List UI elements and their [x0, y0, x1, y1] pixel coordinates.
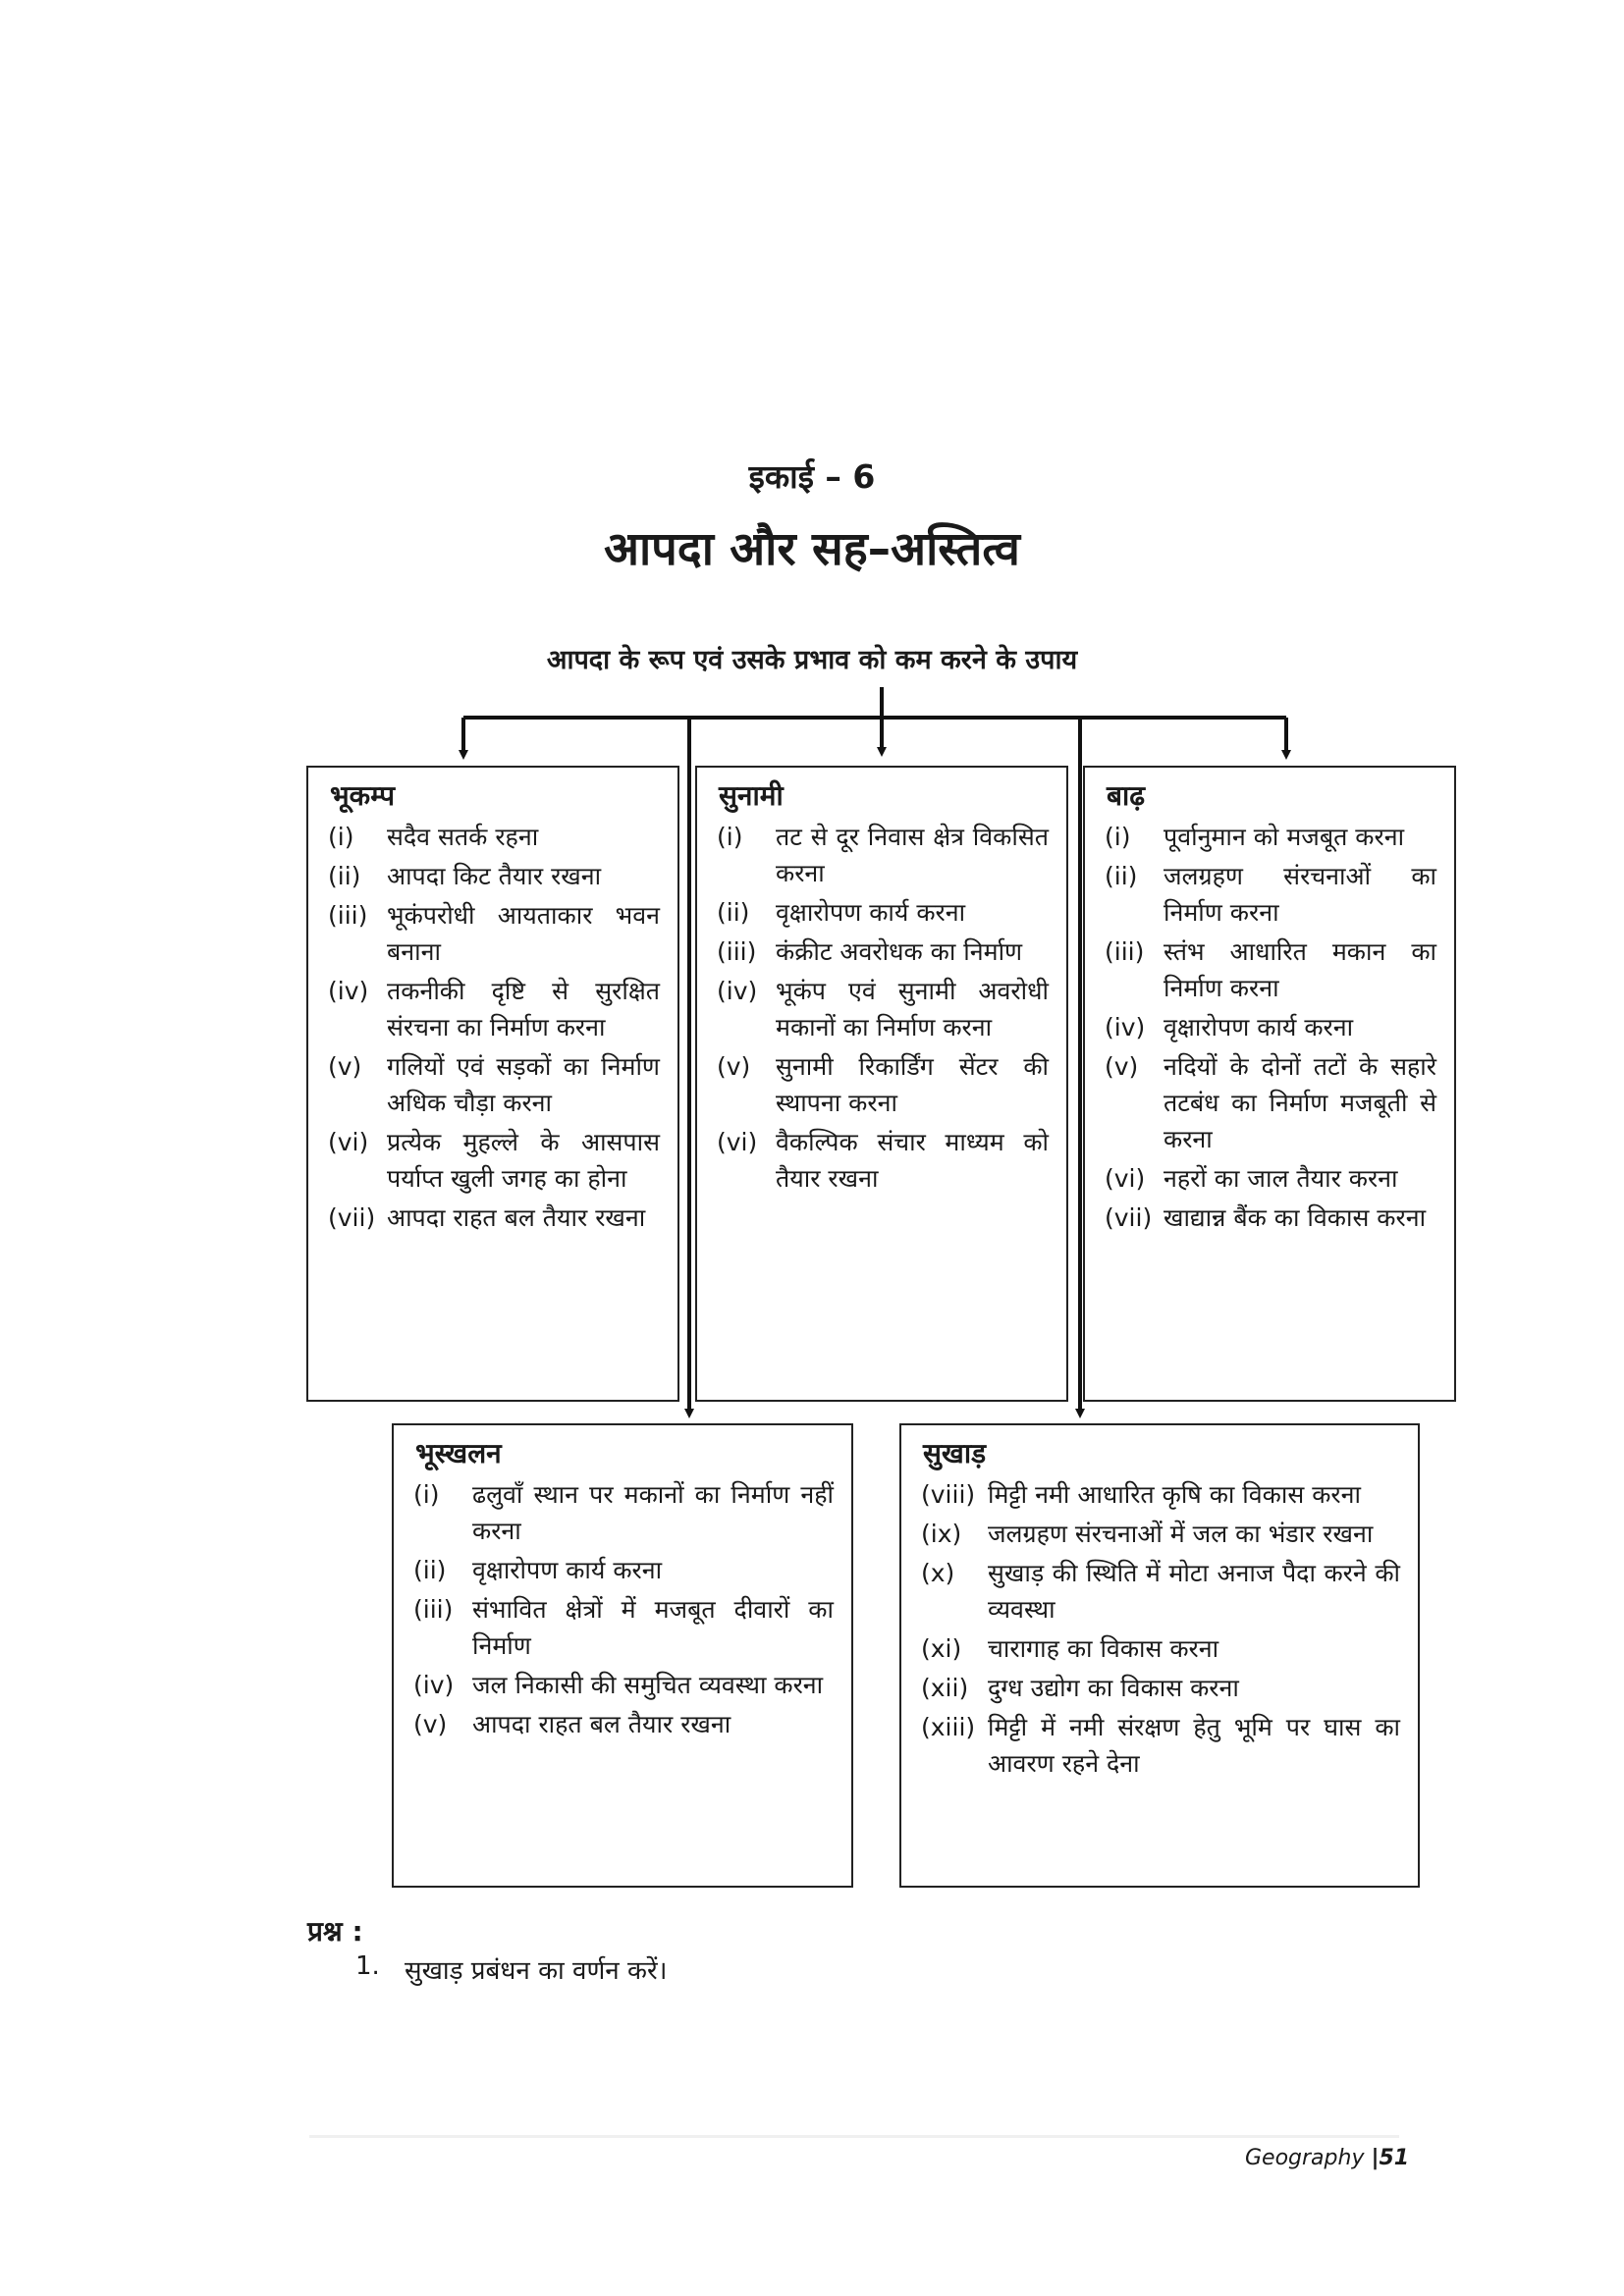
item-text: प्रत्येक मुहल्ले के आसपास पर्याप्त खुली जगह का होना [387, 1128, 660, 1193]
item-text: नदियों के दोनों तटों के सहारे तटबंध का निर्माण मजबूती से करना [1164, 1052, 1436, 1153]
item-number: (v) [1105, 1052, 1139, 1081]
list-item [1105, 1160, 1436, 1197]
item-number: (vii) [328, 1203, 376, 1232]
item-number: (i) [717, 823, 743, 851]
list-item [1105, 1009, 1436, 1045]
item-text: तकनीकी दृष्टि से सुरक्षित संरचना का निर्माण करना [387, 977, 660, 1041]
list-item [717, 819, 1049, 891]
list-item [717, 973, 1049, 1045]
item-text: आपदा किट तैयार रखना [387, 862, 602, 890]
list-item [413, 1591, 834, 1664]
item-text: भूकंप एवं सुनामी अवरोधी मकानों का निर्माण करना [776, 977, 1049, 1041]
list-item [921, 1670, 1400, 1706]
item-number: (iv) [328, 977, 369, 1005]
item-number: (vii) [1105, 1203, 1153, 1232]
item-number: (vi) [1105, 1164, 1146, 1193]
item-text: वृक्षारोपण कार्य करना [1164, 1013, 1354, 1041]
item-number: (xi) [921, 1634, 962, 1663]
item-number: (vi) [328, 1128, 369, 1156]
item-text: मिट्टी में नमी संरक्षण हेतु भूमि पर घास का आवरण रहने देना [988, 1713, 1400, 1778]
diagram-subtitle: आपदा के रूप एवं उसके प्रभाव को कम करने के उपाय [546, 645, 1078, 675]
question-text: सुखाड़ प्रबंधन का वर्णन करें। [405, 1956, 668, 1986]
item-number: (i) [1105, 823, 1131, 851]
footer-page-number: |51 [1371, 2146, 1410, 2170]
item-number: (iv) [413, 1671, 455, 1699]
item-text: तट से दूर निवास क्षेत्र विकसित करना [776, 823, 1049, 887]
questions-heading: प्रश्न : [307, 1915, 363, 1948]
list-item [1105, 1048, 1436, 1157]
item-number: (i) [328, 823, 354, 851]
tsunami-box [695, 766, 1068, 1402]
item-number: (ix) [921, 1520, 962, 1548]
item-number: (iv) [1105, 1013, 1146, 1041]
item-text: दुग्ध उद्योग का विकास करना [988, 1674, 1239, 1702]
list-item [921, 1516, 1400, 1552]
item-text: पूर्वानुमान को मजबूत करना [1164, 823, 1405, 851]
item-number: (xii) [921, 1674, 969, 1702]
list-item [328, 973, 660, 1045]
item-number: (xiii) [921, 1713, 976, 1741]
list-item [1105, 858, 1436, 931]
box-title: सुखाड़ [923, 1437, 987, 1469]
item-number: (v) [413, 1710, 448, 1738]
item-text: मिट्टी नमी आधारित कृषि का विकास करना [988, 1480, 1361, 1509]
list-item [328, 819, 660, 855]
list-item [921, 1555, 1400, 1628]
list-item [328, 1124, 660, 1197]
box-title: बाढ़ [1107, 779, 1146, 812]
item-text: वृक्षारोपण कार्य करना [776, 898, 966, 927]
list-item [921, 1476, 1400, 1513]
item-text: जलग्रहण संरचनाओं का निर्माण करना [1164, 862, 1436, 927]
item-text: सुनामी रिकार्डिंग सेंटर की स्थापना करना [776, 1052, 1049, 1117]
list-item [328, 1048, 660, 1121]
item-text: खाद्यान्न बैंक का विकास करना [1164, 1203, 1427, 1232]
item-number: (iv) [717, 977, 758, 1005]
item-number: (v) [328, 1052, 362, 1081]
item-text: आपदा राहत बल तैयार रखना [472, 1710, 731, 1738]
item-text: ढलुवाँ स्थान पर मकानों का निर्माण नहीं करना [472, 1480, 834, 1545]
list-item [328, 897, 660, 970]
list-item [717, 894, 1049, 931]
unit-heading: इकाई – 6 [748, 457, 876, 496]
item-text: आपदा राहत बल तैयार रखना [387, 1203, 646, 1232]
item-text: वृक्षारोपण कार्य करना [472, 1556, 663, 1584]
list-item [717, 934, 1049, 970]
list-item [328, 1200, 660, 1236]
list-item [921, 1630, 1400, 1667]
list-item [413, 1552, 834, 1588]
flood-box [1083, 766, 1456, 1402]
question-item [355, 1951, 667, 1987]
item-number: (i) [413, 1480, 440, 1509]
item-text: जलग्रहण संरचनाओं में जल का भंडार रखना [988, 1520, 1374, 1548]
item-text: सदैव सतर्क रहना [387, 823, 539, 851]
list-item [1105, 934, 1436, 1006]
item-text: वैकल्पिक संचार माध्यम को तैयार रखना [776, 1128, 1049, 1193]
drought-box [899, 1423, 1420, 1888]
item-number: (x) [921, 1559, 955, 1587]
footer-subject: Geography [1245, 2146, 1365, 2170]
item-text: संभावित क्षेत्रों में मजबूत दीवारों का निर्माण [472, 1595, 834, 1660]
list-item [413, 1476, 834, 1549]
list-item [328, 858, 660, 894]
box-title: भूस्खलन [415, 1437, 502, 1469]
item-number: (ii) [413, 1556, 447, 1584]
item-number: (ii) [717, 898, 750, 927]
list-item [717, 1124, 1049, 1197]
item-text: स्तंभ आधारित मकान का निर्माण करना [1164, 937, 1436, 1002]
page-footer [1245, 2146, 1409, 2170]
item-text: चारागाह का विकास करना [988, 1634, 1219, 1663]
list-item [1105, 819, 1436, 855]
list-item [717, 1048, 1049, 1121]
item-number: (v) [717, 1052, 751, 1081]
item-text: गलियों एवं सड़कों का निर्माण अधिक चौड़ा करना [387, 1052, 660, 1117]
item-text: सुखाड़ की स्थिति में मोटा अनाज पैदा करने की व्यवस्था [988, 1559, 1400, 1624]
box-title: भूकम्प [330, 779, 396, 812]
item-text: भूकंपरोधी आयताकार भवन बनाना [387, 901, 660, 966]
box-title: सुनामी [719, 779, 784, 812]
item-text: कंक्रीट अवरोधक का निर्माण [776, 937, 1023, 966]
question-number: 1. [355, 1951, 380, 1981]
footer-divider [309, 2135, 1399, 2138]
list-item [1105, 1200, 1436, 1236]
item-number: (iii) [1105, 937, 1145, 966]
item-number: (iii) [413, 1595, 454, 1624]
item-number: (iii) [717, 937, 757, 966]
item-text: जल निकासी की समुचित व्यवस्था करना [472, 1671, 824, 1699]
landslide-box [392, 1423, 853, 1888]
earthquake-box [306, 766, 679, 1402]
list-item [413, 1667, 834, 1703]
item-number: (vi) [717, 1128, 758, 1156]
item-number: (ii) [1105, 862, 1138, 890]
page-title: आपदा और सह–अस्तित्व [604, 522, 1020, 576]
item-number: (viii) [921, 1480, 976, 1509]
item-number: (ii) [328, 862, 361, 890]
item-number: (iii) [328, 901, 368, 930]
item-text: नहरों का जाल तैयार करना [1164, 1164, 1398, 1193]
list-item [413, 1706, 834, 1742]
list-item [921, 1709, 1400, 1782]
